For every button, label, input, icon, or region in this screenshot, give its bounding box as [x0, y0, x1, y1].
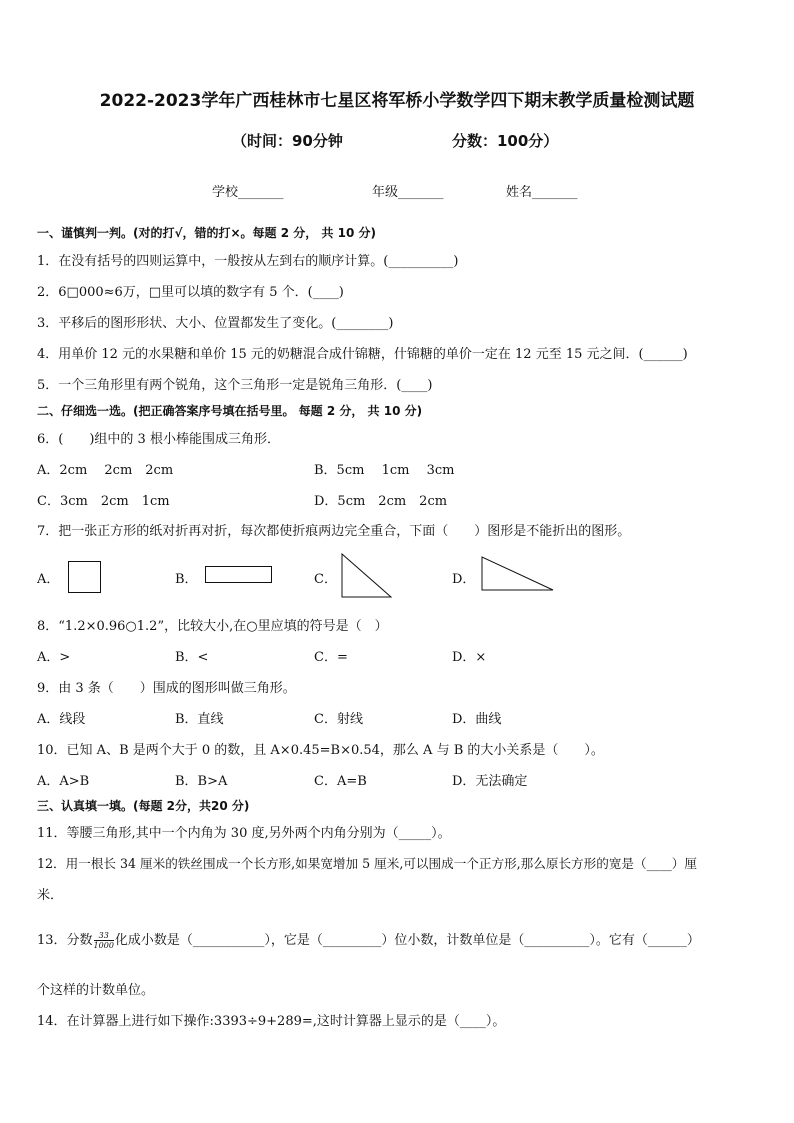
page-title: 2022-2023学年广西桂林市七星区将军桥小学数学四下期末教学质量检测试题 [99, 91, 695, 111]
question-7-option-d: D． [452, 572, 476, 587]
question-7-option-a: A． [37, 572, 60, 587]
question-10-option-c: C．A=B [314, 774, 367, 789]
question-13-body: 化成小数是（___________），它是（_________）位小数，计数单位是（__________）。它有（______） [114, 933, 700, 948]
section-2-heading: 二、仔细选一选。(把正确答案序号填在括号里。 每题 2 分， 共 10 分) [37, 404, 423, 418]
question-6-option-c: C．3cm 2cm 1cm [37, 494, 170, 509]
question-6: 6．( )组中的 3 根小棒能围成三角形． [37, 432, 280, 447]
fraction-numerator: 33 [94, 931, 114, 941]
rectangle-figure [205, 566, 273, 584]
square-figure [68, 561, 102, 593]
question-11: 11．等腰三角形,其中一个内角为 30 度,另外两个内角分别为（_____）。 [37, 826, 451, 841]
question-2: 2．6□000≈6万，□里可以填的数字有 5 个．(____) [37, 285, 344, 300]
question-10: 10．已知 A、B 是两个大于 0 的数，且 A×0.45=B×0.54，那么 A 与 B 的大小关系是（ ）。 [37, 743, 604, 758]
question-8-option-c: C．= [314, 650, 348, 665]
grade-field: 年级_______ [372, 185, 444, 200]
question-7: 7．把一张正方形的纸对折再对折，每次都使折痕两边完全重合，下面（ ）图形是不能折出的图形。 [37, 524, 631, 539]
question-8-option-d: D．× [452, 650, 487, 665]
wide-right-triangle-figure [481, 556, 555, 592]
question-7-option-b: B． [175, 572, 198, 587]
question-4: 4．用单价 12 元的水果糖和单价 15 元的奶糖混合成什锦糖，什锦糖的单价一定在 12 元至 15 元之间．(______) [37, 347, 688, 362]
question-6-option-a: A．2cm 2cm 2cm [37, 463, 174, 478]
question-13-continued: 个这样的计数单位。 [37, 983, 155, 998]
question-8-option-a: A．> [37, 650, 71, 665]
question-8: 8．“1.2×0.96○1.2”，比较大小,在○里应填的符号是（ ） [37, 619, 388, 634]
question-6-option-b: B．5cm 1cm 3cm [314, 463, 455, 478]
question-10-option-a: A．A>B [37, 774, 90, 789]
name-field: 姓名_______ [506, 185, 578, 200]
section-3-heading: 三、认真填一填。(每题 2分，共20 分) [37, 799, 250, 813]
question-9-option-d: D．曲线 [452, 712, 502, 727]
question-5: 5．一个三角形里有两个锐角，这个三角形一定是锐角三角形．(____) [37, 378, 433, 393]
exam-score: 分数：100分） [452, 132, 559, 150]
question-14: 14．在计算器上进行如下操作:3393÷9+289=,这时计算器上显示的是（____）。 [37, 1014, 506, 1029]
question-9-option-a: A．线段 [37, 712, 86, 727]
question-12-continued: 米． [37, 888, 64, 903]
question-9-option-b: B．直线 [175, 712, 224, 727]
question-7-option-c: C． [314, 572, 337, 587]
question-13-prefix: 13．分数 [37, 933, 93, 948]
exam-time: （时间：90分钟 [232, 132, 343, 150]
fraction [94, 931, 114, 950]
question-10-option-d: D．无法确定 [452, 774, 528, 789]
section-1-heading: 一、谨慎判一判。(对的打√，错的打×。每题 2 分， 共 10 分) [37, 226, 376, 240]
question-9: 9．由 3 条（ ）围成的图形叫做三角形。 [37, 681, 296, 696]
question-1: 1．在没有括号的四则运算中，一般按从左到右的顺序计算。(__________) [37, 254, 459, 269]
question-8-option-b: B．< [175, 650, 209, 665]
question-6-option-d: D．5cm 2cm 2cm [314, 494, 448, 509]
question-3: 3．平移后的图形形状、大小、位置都发生了变化。(________) [37, 316, 394, 331]
question-13 [37, 929, 700, 950]
question-10-option-b: B．B>A [175, 774, 228, 789]
tall-right-triangle-figure [341, 553, 393, 599]
question-9-option-c: C．射线 [314, 712, 363, 727]
fraction-denominator: 1000 [93, 941, 114, 950]
school-field: 学校_______ [212, 185, 284, 200]
question-12: 12．用一根长 34 厘米的铁丝围成一个长方形,如果宽增加 5 厘米,可以围成一个正方形,那么原长方形的宽是（____）厘 [37, 856, 697, 871]
